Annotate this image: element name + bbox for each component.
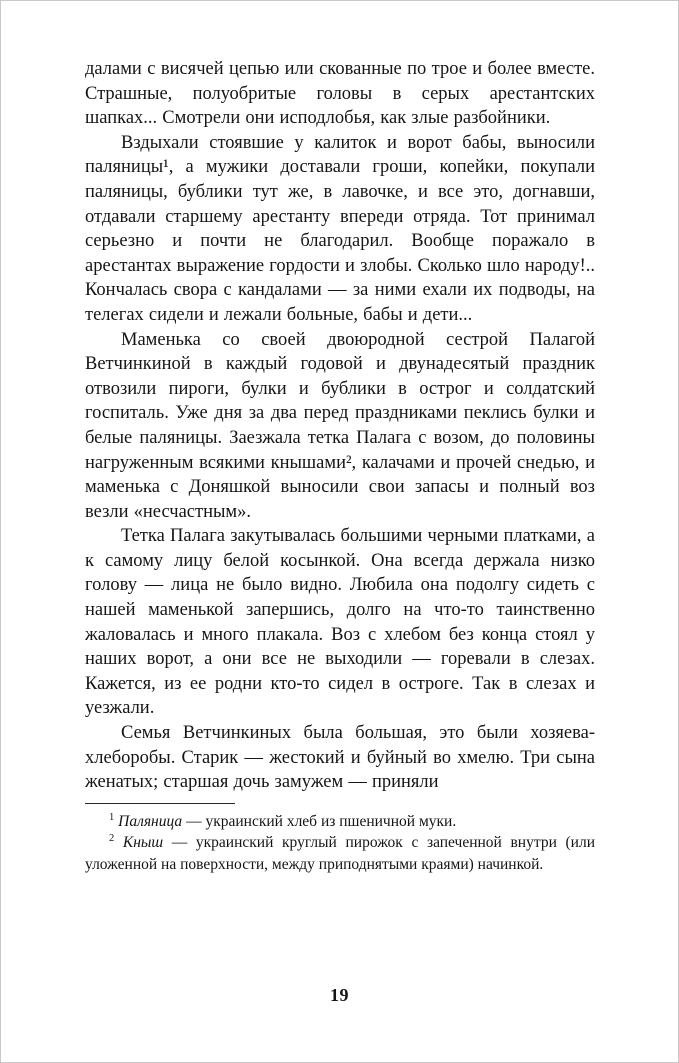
footnote-text: — украинский хлеб из пшеничной муки. — [186, 812, 457, 830]
footnote-term: Паляница — [118, 812, 183, 830]
footnote-separator — [85, 803, 235, 804]
footnotes-section — [85, 803, 595, 876]
paragraph-3: Маменька со своей двоюродной сестрой Палагой Ветчинкиной в каждый годовой и двунадесятый праздник отвозили пироги, булки и бублики в острог и солдатский госпиталь. Уже дня за два перед праздниками пеклись булки и белые паляницы. Заезжала тетка Палага с возом, до половины нагруженным всякими кнышами², калачами и прочей снедью, и маменька с Доняшкой выносили свои запасы и полный воз везли «несчастным». — [85, 329, 595, 522]
footnote-marker: 1 — [109, 811, 115, 823]
footnote-1 — [85, 811, 595, 833]
footnote-term: Кныш — [122, 834, 164, 852]
page-text — [85, 57, 595, 795]
footnote-text: — украинский круглый пирожок с запеченной внутри (или уложенной на поверхности, между приподнятыми краями) начинкой. — [85, 834, 595, 873]
paragraph-2: Вздыхали стоявшие у калиток и ворот бабы, выносили паляницы¹, а мужики доставали гроши, копейки, покупали паляницы, бублики тут же, в лавочке, и все это, догнавши, отдавали старшему арестанту впереди отряда. Тот принимал серьезно и почти не благодарил. Вообще поражало в арестантах выражение гордости и злобы. Сколько шло народу!.. Кончалась свора с кандалами — за ними ехали их подводы, на телегах сидели и лежали больные, бабы и дети... — [85, 132, 595, 325]
paragraph-4: Тетка Палага закутывалась большими черными платками, а к самому лицу белой косынкой. Она всегда держала низко голову — лица не было видно. Любила она подолгу сидеть с нашей маменькой запершись, долго на что-то таинственно жаловалась и много плакала. Воз с хлебом без конца стоял у наших ворот, а они все не выходили — горевали в слезах. Кажется, из ее родни кто-то сидел в остроге. Так в слезах и уезжали. — [85, 526, 595, 719]
page-number: 19 — [330, 985, 349, 1005]
paragraph-5: Семья Ветчинкиных была большая, это были хозяева-хлеборобы. Старик — жестокий и буйный во хмелю. Три сына женатых; старшая дочь замужем — приняли — [85, 723, 595, 793]
footnote-marker: 2 — [109, 833, 115, 845]
footnote-2 — [85, 832, 595, 875]
paragraph-1: далами с висячей цепью или скованные по трое и более вместе. Страшные, полуобритые головы в серых арестантских шапках... Смотрели они исподлобья, как злые разбойники. — [85, 59, 595, 129]
